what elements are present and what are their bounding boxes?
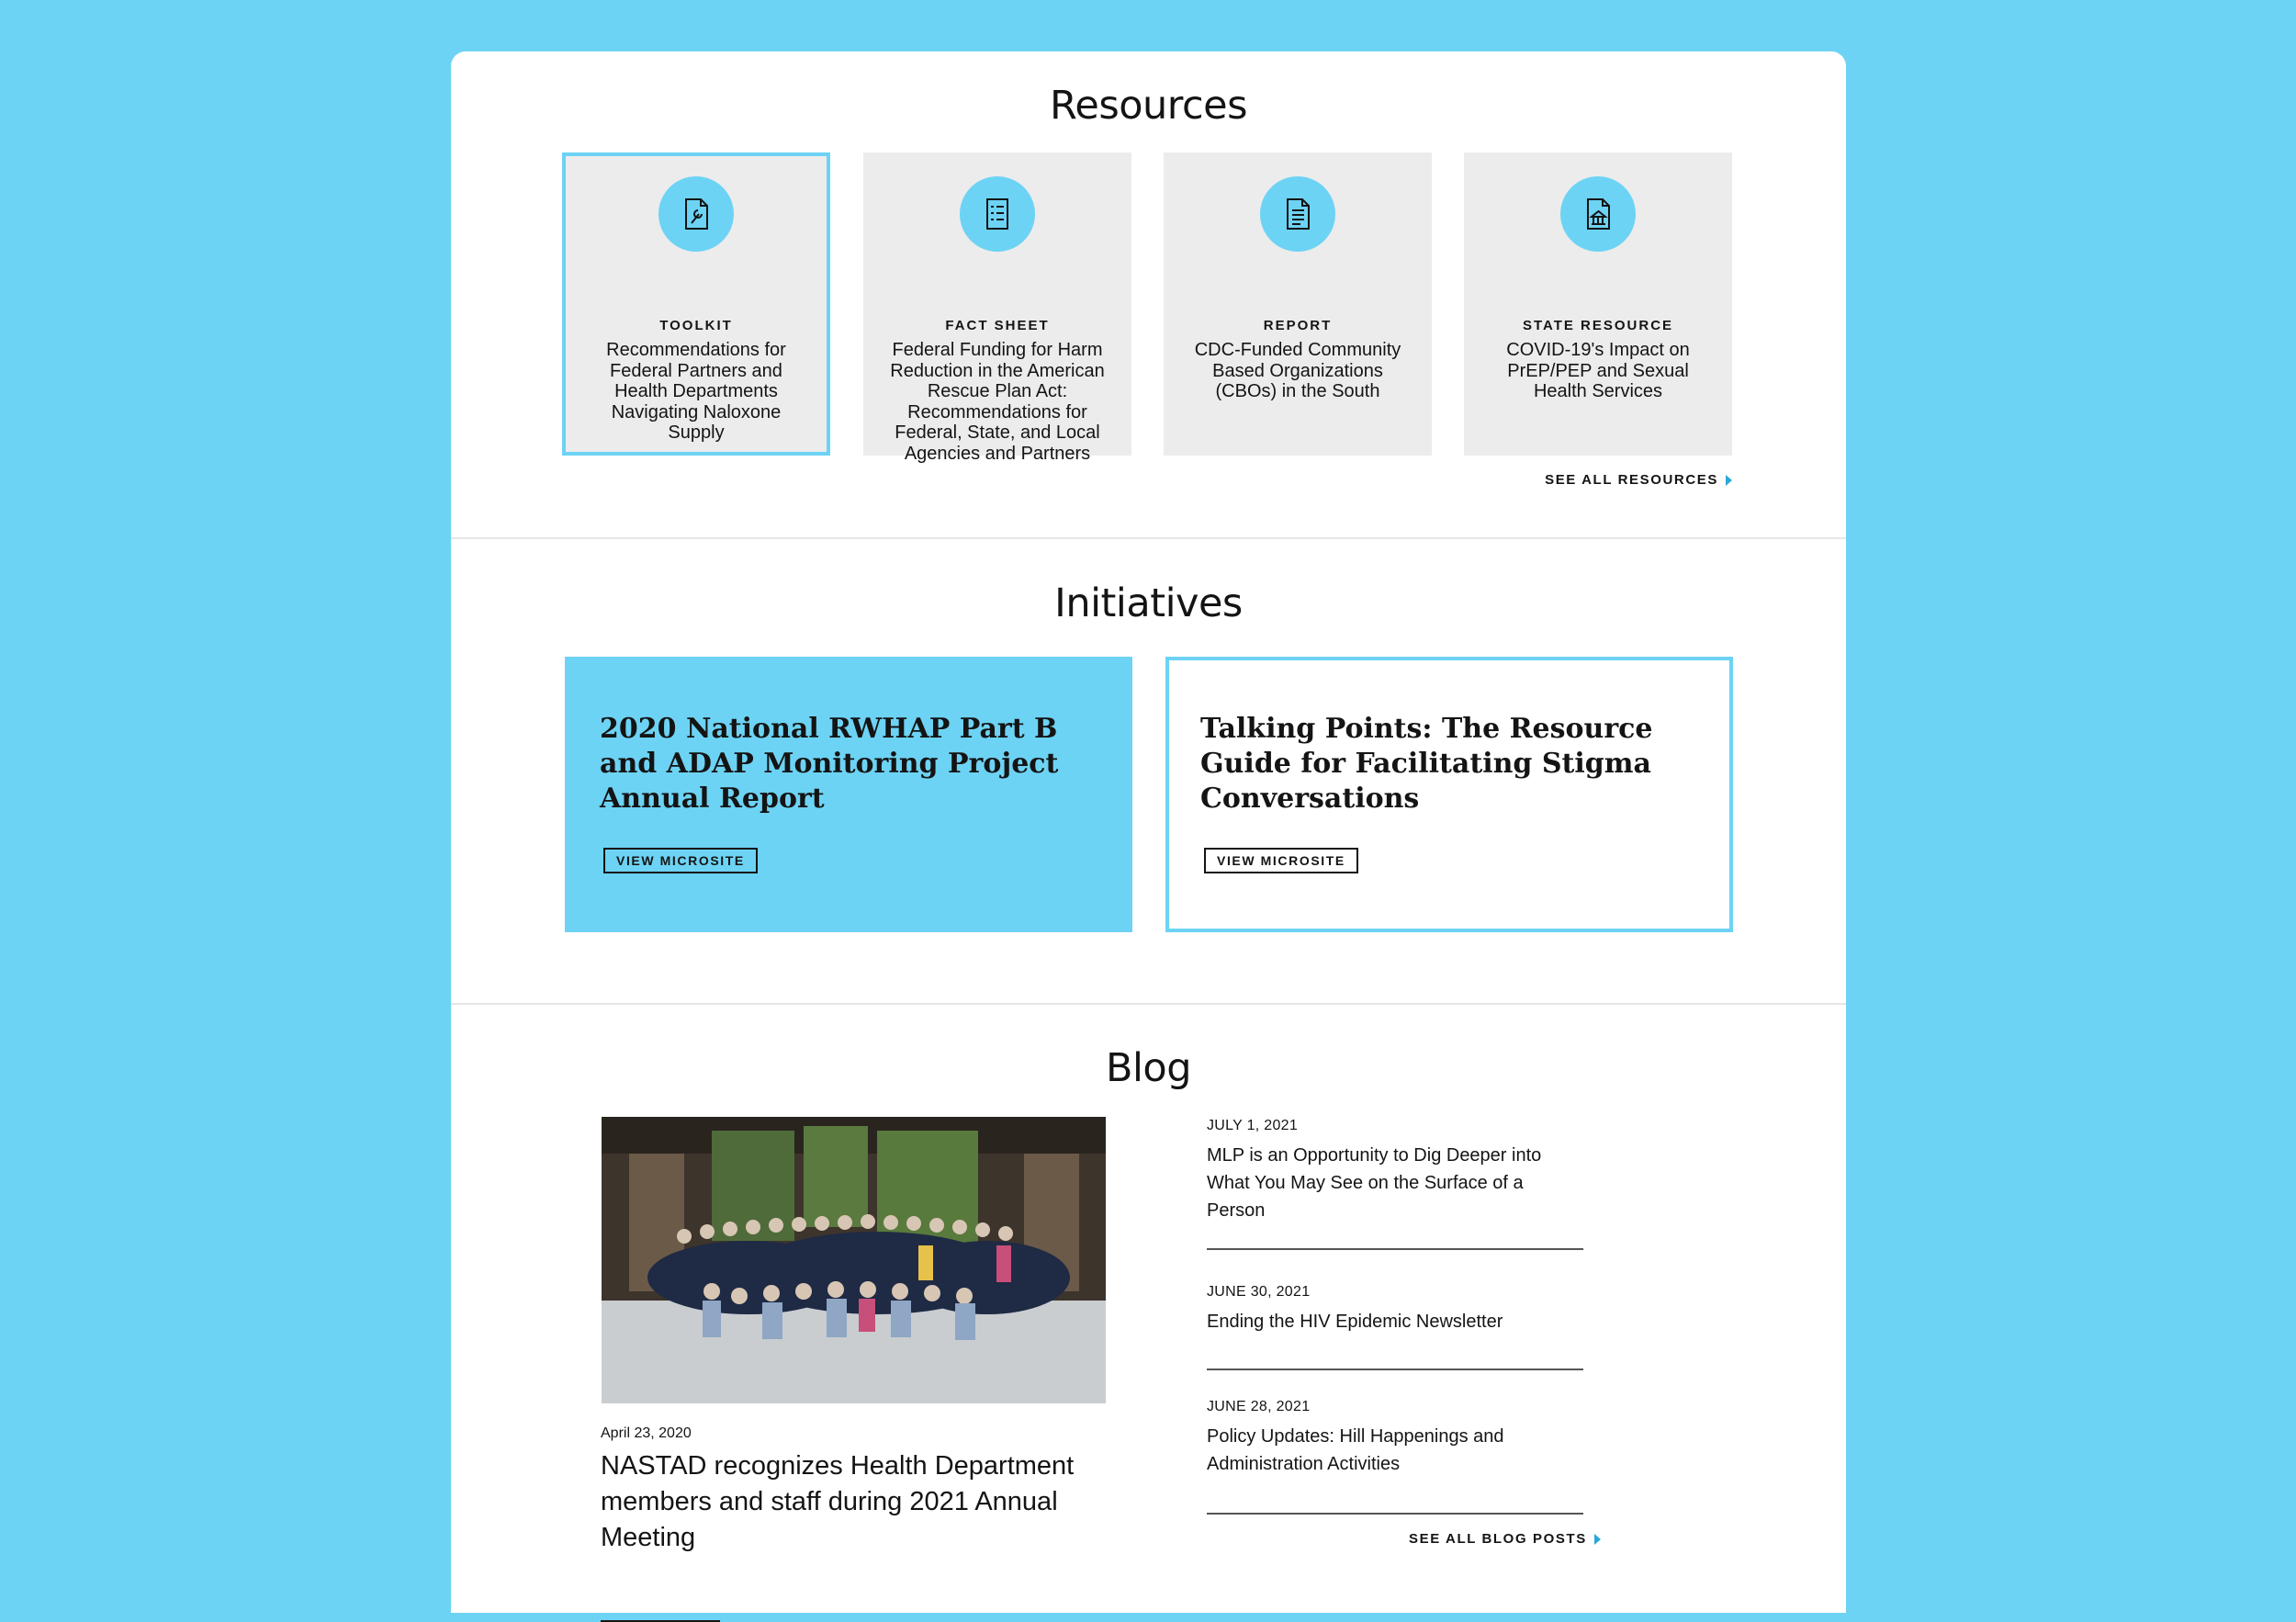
see-all-resources-link[interactable] [1545,472,1732,488]
blog-post-date: JULY 1, 2021 [1207,1118,1299,1133]
initiative-card-rwhap[interactable] [565,657,1132,932]
initiative-title: Talking Points: The Resource Guide for Facilitating Stigma Conversations [1200,713,1653,815]
resource-card-toolkit[interactable] [562,152,830,456]
resource-title: CDC-Funded Community Based Organizations (CBOs) in the South [1194,340,1401,401]
blog-heading: Blog [1105,1045,1192,1091]
see-all-blog-posts-label: SEE ALL BLOG POSTS [1409,1531,1587,1547]
blog-post-date: JUNE 30, 2021 [1207,1284,1311,1300]
blog-post-title-link[interactable]: Policy Updates: Hill Happenings and Administration Activities [1207,1426,1504,1474]
toolkit-document-icon [658,176,734,252]
section-divider [451,537,1846,539]
resources-heading: Resources [1049,83,1248,129]
blog-post-title-link[interactable]: Ending the HIV Epidemic Newsletter [1207,1312,1503,1332]
section-divider [451,1003,1846,1005]
see-all-resources-label: SEE ALL RESOURCES [1545,472,1718,488]
featured-blog-photo[interactable] [602,1117,1106,1403]
content-panel [451,51,1846,1613]
featured-post-title-link[interactable]: NASTAD recognizes Health Department members and staff during 2021 Annual Meeting [601,1451,1075,1552]
resource-type-label: REPORT [1263,318,1333,333]
featured-post-date: April 23, 2020 [601,1425,692,1441]
resource-card-fact-sheet[interactable] [863,152,1131,464]
view-microsite-button[interactable]: VIEW MICROSITE [603,848,758,873]
resource-type-label: TOOLKIT [659,318,733,333]
blog-post-title-link[interactable]: MLP is an Opportunity to Dig Deeper into What You May See on the Surface of a Person [1207,1145,1542,1221]
blog-post-divider [1207,1369,1583,1370]
resource-type-label: FACT SHEET [945,318,1050,333]
resource-title: COVID-19's Impact on PrEP/PEP and Sexual Health Services [1506,340,1690,401]
resource-title: Recommendations for Federal Partners and Health Departments Navigating Naloxone Supply [606,340,786,443]
arrow-right-icon [1594,1534,1601,1545]
initiative-card-talking-points[interactable] [1165,657,1733,932]
arrow-right-icon [1726,475,1732,486]
blog-post-item [1207,1118,1583,1224]
blog-post-divider [1207,1248,1583,1250]
resource-card-state-resource[interactable] [1464,152,1732,456]
state-building-document-icon [1560,176,1636,252]
initiatives-heading: Initiatives [1054,580,1243,626]
checklist-document-icon [960,176,1035,252]
report-document-icon [1260,176,1335,252]
resource-card-report[interactable] [1164,152,1432,456]
blog-post-item [1207,1399,1583,1478]
initiative-title: 2020 National RWHAP Part B and ADAP Monitoring Project Annual Report [600,713,1059,815]
blog-post-date: JUNE 28, 2021 [1207,1399,1311,1414]
resource-title: Federal Funding for Harm Reduction in the American Rescue Plan Act: Recommendations for Federal, State, and Local Agencies and Partners [890,340,1105,464]
blog-post-divider [1207,1513,1583,1515]
blog-post-item [1207,1284,1583,1335]
see-all-blog-posts-link[interactable] [1409,1531,1601,1547]
resource-type-label: STATE RESOURCE [1522,318,1674,333]
view-microsite-button[interactable]: VIEW MICROSITE [1204,848,1358,873]
